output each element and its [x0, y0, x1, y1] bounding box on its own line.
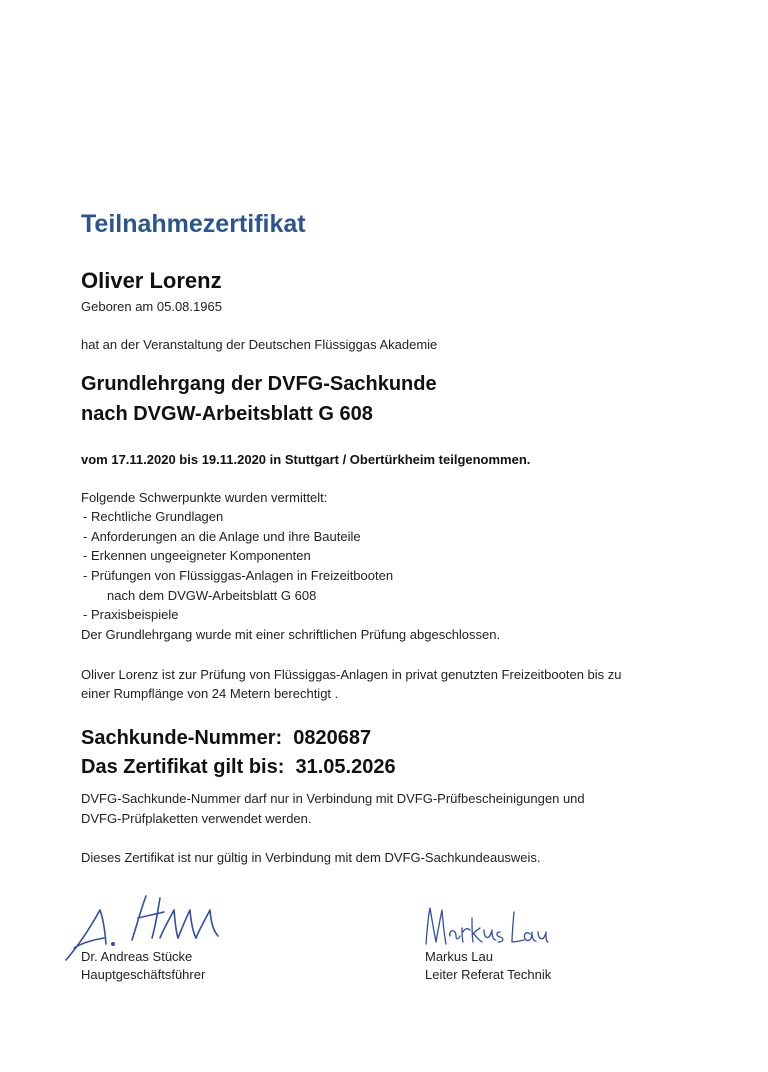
dates-location-line: vom 17.11.2020 bis 19.11.2020 in Stuttgart / Obertürkheim teilgenommen. [81, 452, 531, 467]
topic-continuation: nach dem DVGW-Arbeitsblatt G 608 [107, 588, 317, 603]
valid-until-value: 31.05.2026 [295, 756, 396, 778]
participant-name: Oliver Lorenz [81, 268, 222, 293]
topic-label: Erkennen ungeeigneter Komponenten [91, 548, 311, 563]
signer-role: Hauptgeschäftsführer [81, 967, 206, 982]
topic-label: Prüfungen von Flüssiggas-Anlagen in Freizeitbooten [91, 568, 394, 583]
topic-item [83, 529, 361, 544]
course-title-line-1: Grundlehrgang der DVFG-Sachkunde [81, 373, 437, 395]
validity-note: Dieses Zertifikat ist nur gültig in Verbindung mit dem DVFG-Sachkundeausweis. [81, 850, 541, 865]
topic-item [83, 568, 393, 583]
topic-item [83, 607, 178, 622]
valid-until-label: Das Zertifikat gilt bis: [81, 756, 285, 778]
topic-dash: - [83, 548, 88, 563]
authorization-line-1: Oliver Lorenz ist zur Prüfung von Flüssiggas-Anlagen in privat genutzten Freizeitbooten bis zu [81, 667, 622, 682]
certificate-number-label: Sachkunde-Nummer: [81, 727, 283, 749]
exam-line: Der Grundlehrgang wurde mit einer schriftlichen Prüfung abgeschlossen. [81, 627, 501, 642]
topic-dash: - [83, 529, 88, 544]
usage-note-line-2: DVFG-Prüfplaketten verwendet werden. [81, 811, 312, 826]
topic-item [83, 509, 223, 524]
certificate-number-row [81, 727, 371, 750]
certificate-number-value: 0820687 [293, 727, 372, 749]
topic-dash: - [83, 509, 88, 524]
signer-name: Dr. Andreas Stücke [81, 949, 193, 964]
focus-topics-intro: Folgende Schwerpunkte wurden vermittelt: [81, 490, 328, 505]
topic-item [83, 548, 311, 563]
valid-until-row [81, 756, 396, 779]
usage-note-line-1: DVFG-Sachkunde-Nummer darf nur in Verbindung mit DVFG-Prüfbescheinigungen und [81, 791, 585, 806]
topic-dash: - [83, 568, 88, 583]
topic-label: Anforderungen an die Anlage und ihre Bauteile [91, 529, 361, 544]
birth-date-line: Geboren am 05.08.1965 [81, 299, 222, 314]
certificate-title: Teilnahmezertifikat [81, 210, 306, 238]
signer-role: Leiter Referat Technik [425, 967, 552, 982]
intro-line: hat an der Veranstaltung der Deutschen Flüssiggas Akademie [81, 337, 438, 352]
topic-dash: - [83, 607, 88, 622]
authorization-line-2: einer Rumpflänge von 24 Metern berechtigt . [81, 686, 339, 701]
topic-label: Praxisbeispiele [91, 607, 179, 622]
course-title-line-2: nach DVGW-Arbeitsblatt G 608 [81, 403, 373, 425]
signature-markus-lau [420, 900, 550, 952]
topic-label: Rechtliche Grundlagen [91, 509, 224, 524]
signer-name: Markus Lau [425, 949, 493, 964]
